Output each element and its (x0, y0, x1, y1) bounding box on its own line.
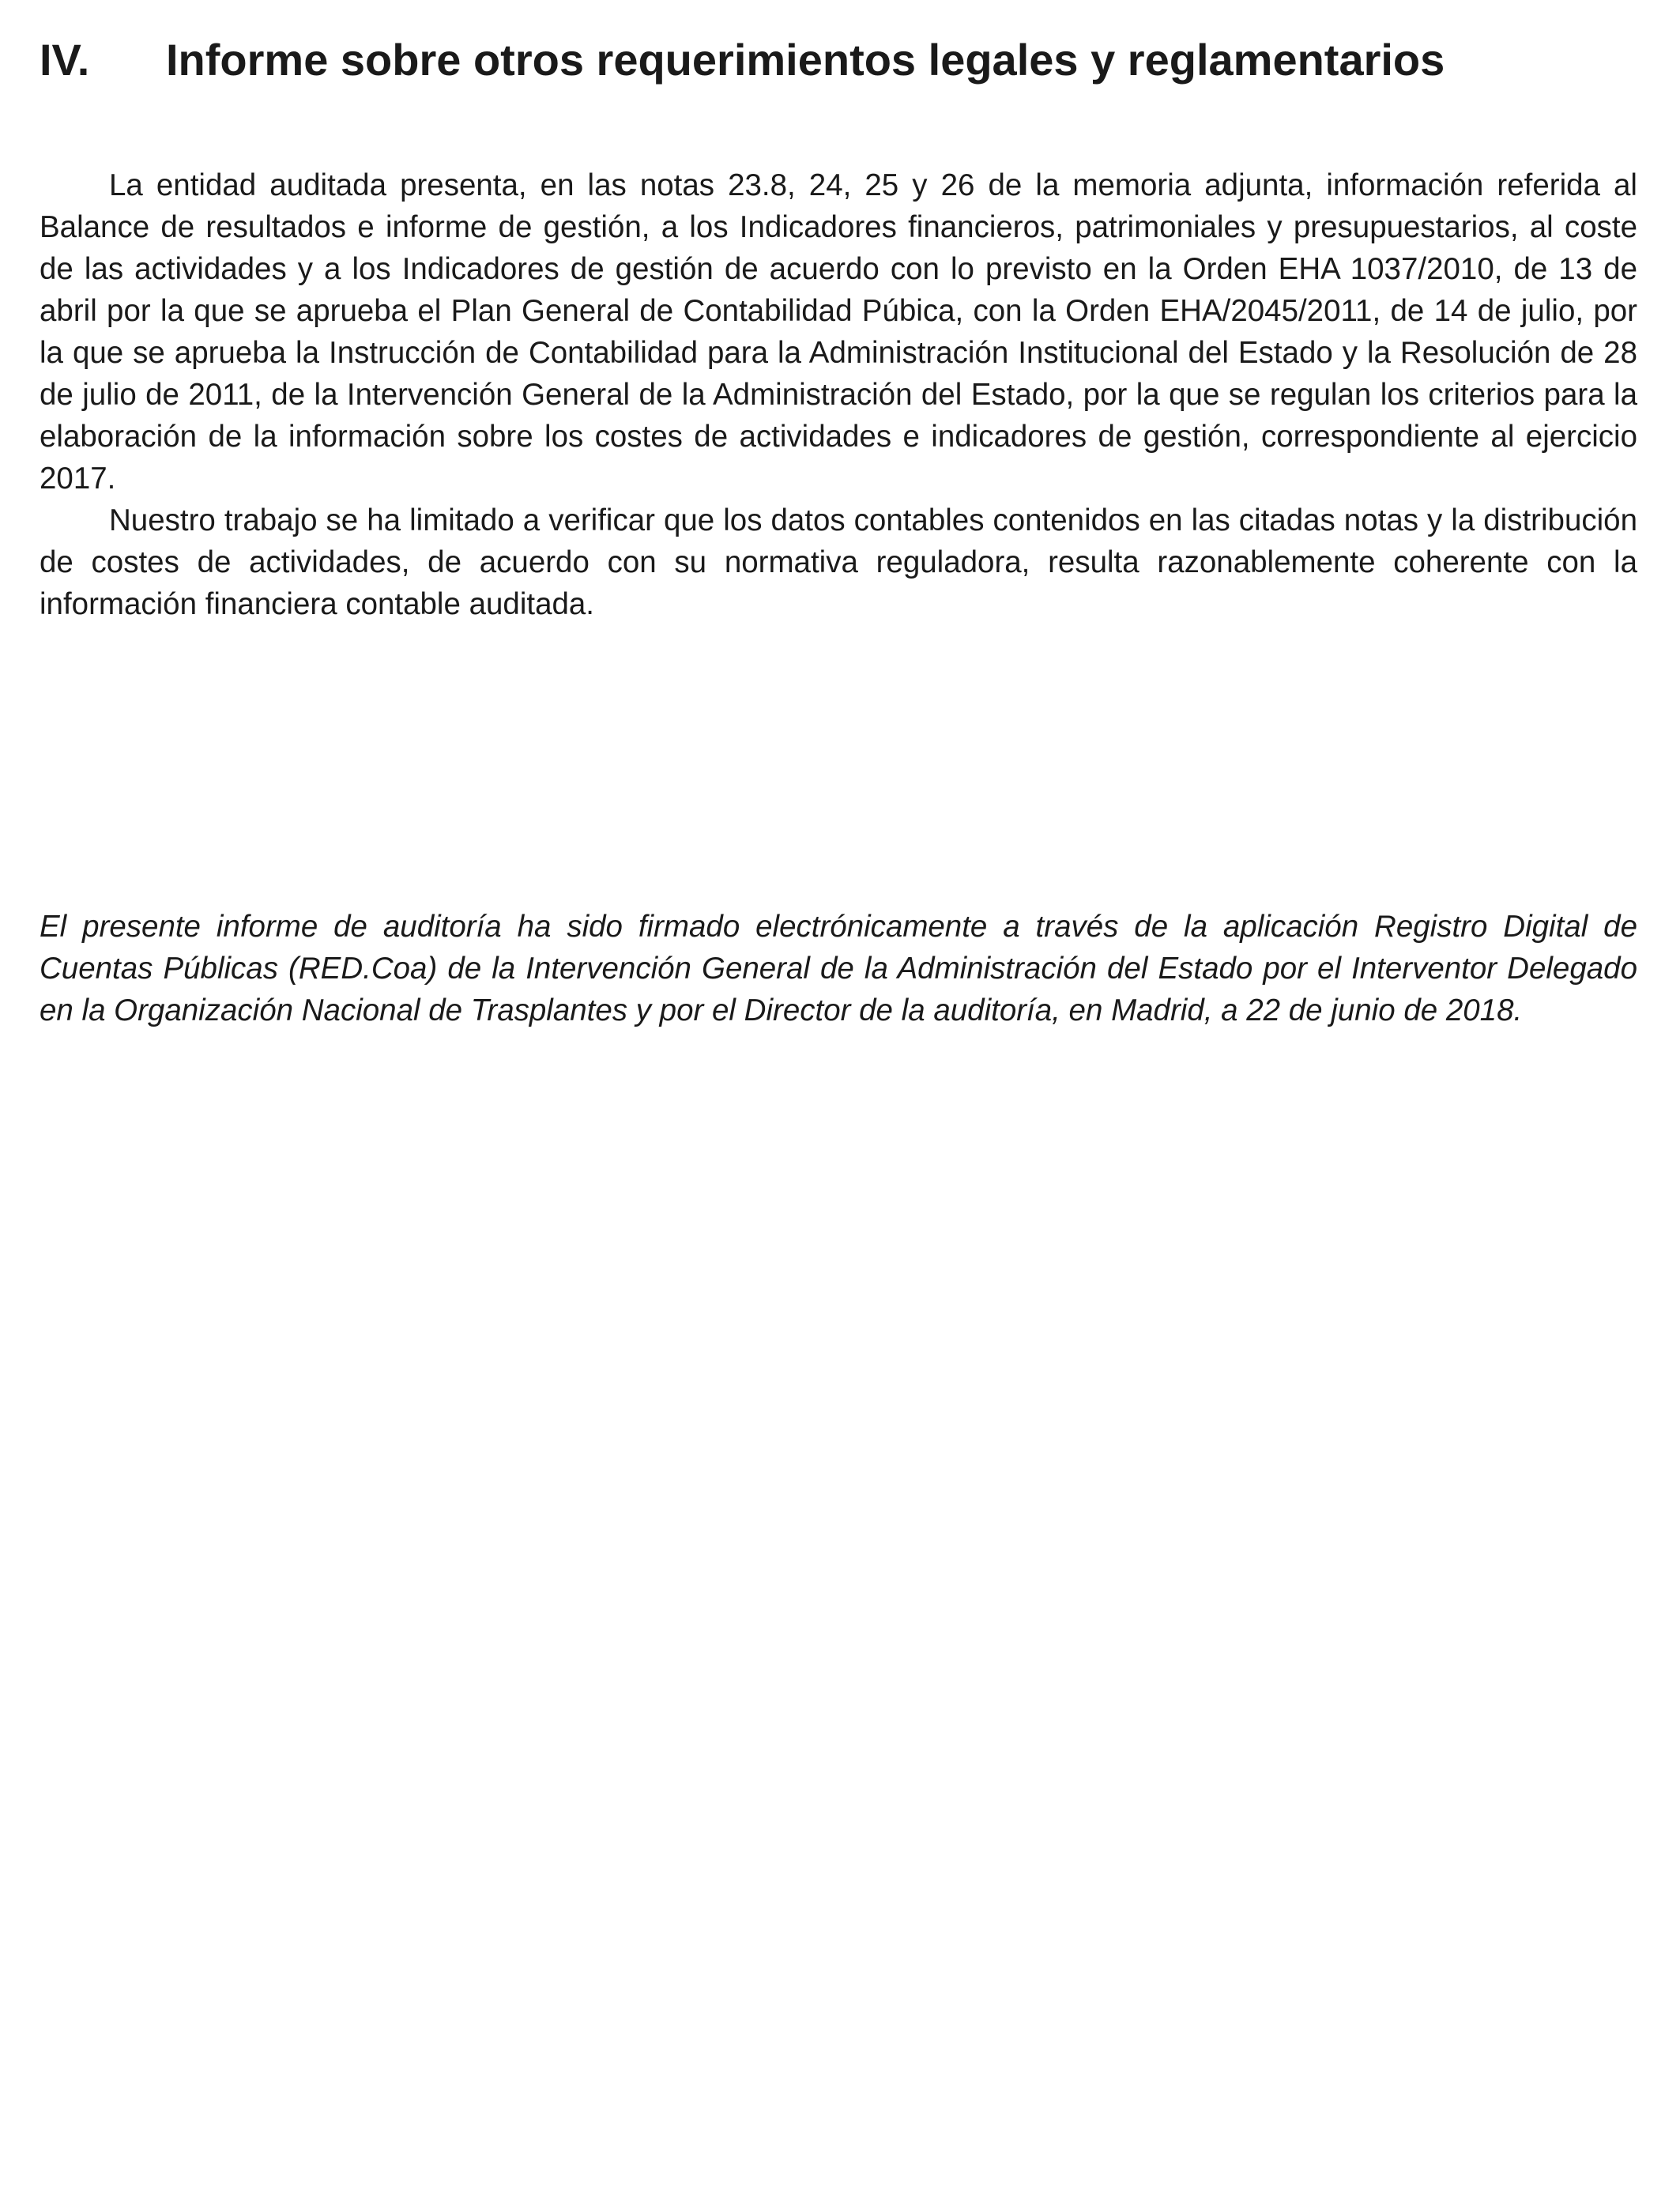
section-title: Informe sobre otros requerimientos legales y reglamentarios (166, 35, 1445, 85)
section-heading (40, 32, 1637, 89)
document-page (40, 0, 1637, 2194)
paragraph-alcance-trabajo: Nuestro trabajo se ha limitado a verificar que los datos contables contenidos en las citadas notas y la distribución de costes de actividades, de acuerdo con su normativa reguladora, resulta razonablemente coherente con la información financiera contable auditada. (40, 503, 1637, 621)
electronic-signature-note: El presente informe de auditoría ha sido firmado electrónicamente a través de la aplicación Registro Digital de Cuentas Públicas (RED.Coa) de la Intervención General de la Administración del Estado por el Interventor Delegado en la Organización Nacional de Trasplantes y por el Director de la auditoría, en Madrid, a 22 de junio de 2018. (40, 910, 1637, 1027)
paragraph-informacion-notas: La entidad auditada presenta, en las notas 23.8, 24, 25 y 26 de la memoria adjunta, información referida al Balance de resultados e informe de gestión, a los Indicadores financieros, patrimoniales y presupuestarios, al coste de las actividades y a los Indicadores de gestión de acuerdo con lo previsto en la Orden EHA 1037/2010, de 13 de abril por la que se aprueba el Plan General de Contabilidad Púbica, con la Orden EHA/2045/2011, de 14 de julio, por la que se aprueba la Instrucción de Contabilidad para la Administración Institucional del Estado y la Resolución de 28 de julio de 2011, de la Intervención General de la Administración del Estado, por la que se regulan los criterios para la elaboración de la información sobre los costes de actividades e indicadores de gestión, correspondiente al ejercicio 2017. (40, 168, 1637, 496)
section-body (40, 164, 1637, 625)
section-number: IV. (40, 35, 90, 85)
